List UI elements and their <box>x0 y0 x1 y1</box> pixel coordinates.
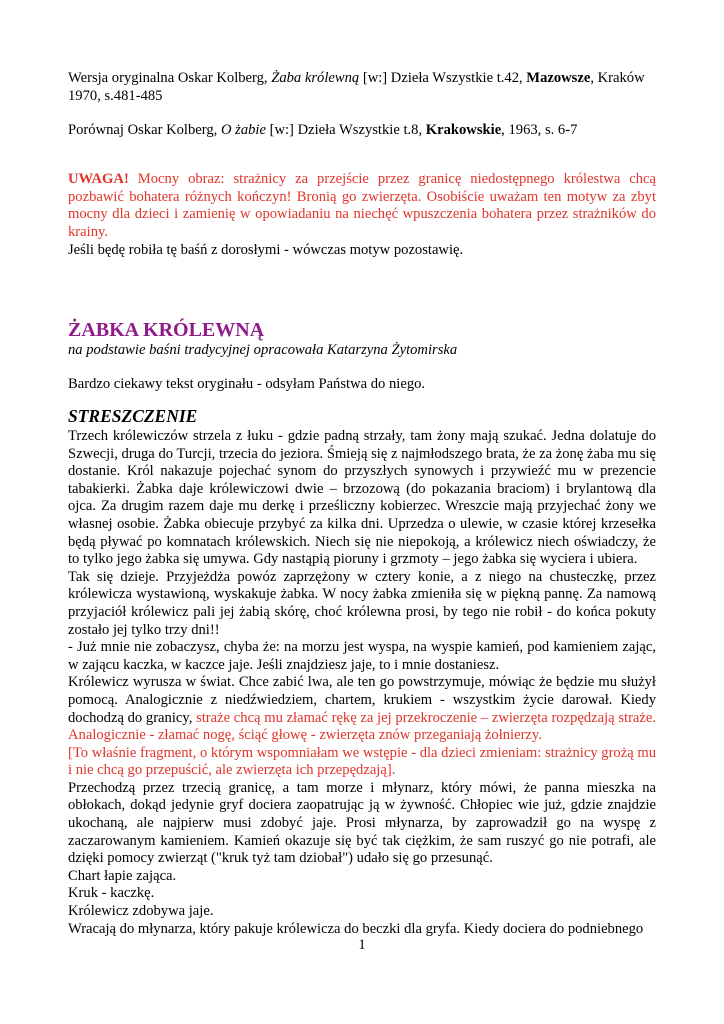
source-original-region: Mazowsze <box>526 70 591 86</box>
story-title: ŻABKA KRÓLEWNĄ <box>68 319 265 341</box>
source-original-title: Żaba królewną <box>271 70 360 86</box>
summary-heading: STRESZCZENIE <box>68 406 198 426</box>
summary-paragraph-highlight: straże chcą mu złamać rękę za jej przekroczenie – zwierzęta rozpędzają straże. Analogicznie - złamać nogę, ściąć głowę - zwierzęta znów przeganiają żołnierzy. <box>68 709 657 744</box>
summary-paragraph: - Już mnie nie zobaczysz, chyba że: na morzu jest wyspa, na wyspie kamień, pod kamieniem zając, w zającu kaczka, w kaczce jaje. Jeśli znajdziesz jaje, to i mnie dostaniesz. <box>68 639 656 673</box>
summary-paragraph-text: Królewicz wyrusza w świat. Chce zabić lwa, ale ten go powstrzymuje, mówiąc że będzie mu służył pomocą. Analogicznie z niedźwiedziem, chartem, krukiem - wszystkim życie darował. Kiedy dochodzą do granicy, <box>68 674 656 726</box>
summary-line: Kruk - kaczkę. <box>68 885 155 902</box>
summary-paragraph: Trzech królewiczów strzela z łuku - gdzie padną strzały, tam żony mają szukać. Jedna dolatuje do Szwecji, druga do Turcji, trzecia do jeziora. Śmieją się z najmłodszego brata, że za żonę żaba mu się dostanie. Król nakazuje pojechać synom do przyszłych synowych i przywieźć mu w prezencie tabakierki. Żabka daje królewiczowi dwie – brzozową (do pokazania braciom) i brylantową dla ojca. Za drugim razem daje mu derkę i prześliczny kobierzec. Wreszcie mają przyjechać żony we własnej osobie. Żabka obiecuje przybyć za kilka dni. Uprzedza o ulewie, w czasie której krzesełka będą pływać po komnatach królewskich. Niech się nie niepokoją, a królewicz niech oświadczy, że to tylko jego żabka się umywa. Gdy nastąpią pioruny i grzmoty – jego żabka się wyciera i ubiera. <box>68 428 656 568</box>
summary-paragraph: Tak się dzieje. Przyjeżdża powóz zaprzężony w cztery konie, a z niego na chusteczkę, przez królewicza wystawioną, wyskakuje żabka. W nocy żabka zmieniła się w piękną pannę. Za namową przyjaciół królewicz pali jej żabią skórę, choć królewna prosi, by tego nie robił - do końca pokuty zostało jej tylko trzy dni!! <box>68 568 656 638</box>
page-number: 1 <box>358 937 366 953</box>
warning-note <box>68 171 656 241</box>
summary-line: Chart łapie zająca. <box>68 867 177 884</box>
warning-followup: Jeśli będę robiła tę baśń z dorosłymi - wówczas motyw pozostawię. <box>68 242 464 258</box>
summary-line: Królewicz zdobywa jaje. <box>68 903 214 920</box>
source-compare-prefix: Porównaj Oskar Kolberg, <box>68 122 221 138</box>
source-original <box>68 70 656 105</box>
summary-paragraph: Wracają do młynarza, który pakuje królewicza do beczki dla gryfa. Kiedy dociera do podniebnego <box>68 920 644 937</box>
story-subtitle: na podstawie baśni tradycyjnej opracowała Katarzyna Żytomirska <box>68 342 458 358</box>
story-intro: Bardzo ciekawy tekst oryginału - odsyłam Państwa do niego. <box>68 376 426 392</box>
summary-body <box>68 428 656 938</box>
warning-text: Mocny obraz: strażnicy za przejście przez granicę niedostępnego królestwa chcą pozbawić bohatera różnych kończyn! Bronią go zwierzęta. Osobiście uważam ten motyw za zbyt mocny dla dzieci i zamienię w opowiadaniu na niechęć wpuszczenia bohatera przez strażników do krainy. <box>68 171 656 240</box>
source-compare-mid: [w:] Dzieła Wszystkie t.8, <box>265 122 426 138</box>
summary-paragraph: Przechodzą przez trzecią granicę, a tam morze i młynarz, który mówi, że panna mieszka na obłokach, dokąd jedynie gryf dociera zaopatrując ją w żywność. Chłopiec wie już, gdzie znajdzie ukochaną, ale najpierw musi zdobyć jaje. Prosi młynarza, by zaprowadził go na wyspę z zaczarowanym kamieniem. Kamień okazuje się być tak ciężkim, że sam ruszyć go nie potrafi, ale dzięki pomocy zwierząt ("kruk tyż tam dziobał") udało się go przesunąć. <box>68 779 656 867</box>
summary-paragraph <box>68 674 656 744</box>
source-original-prefix: Wersja oryginalna Oskar Kolberg, <box>68 70 272 86</box>
source-compare-title: O żabie <box>220 122 266 138</box>
source-compare-region: Krakowskie <box>425 122 502 138</box>
summary-editor-note: [To właśnie fragment, o którym wspomniałam we wstępie - dla dzieci zmieniam: strażnicy grożą mu i nie chcą go przepuścić, ale zwierzęta ich przepędzają]. <box>68 744 656 779</box>
source-original-mid: [w:] Dzieła Wszystkie t.42, <box>359 70 527 86</box>
warning-label: UWAGA! <box>68 171 129 187</box>
source-compare-suffix: , 1963, s. 6-7 <box>501 122 578 138</box>
source-compare <box>68 122 656 140</box>
source-original-suffix: , Kraków 1970, s.481-485 <box>68 70 645 104</box>
